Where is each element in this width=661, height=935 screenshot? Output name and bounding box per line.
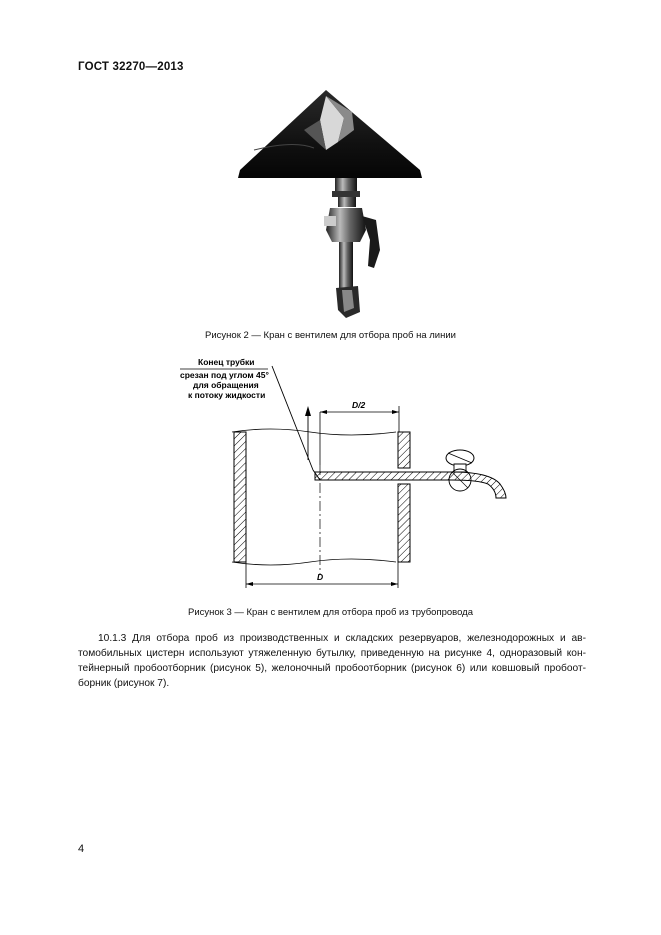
- valve-handle: [362, 216, 380, 268]
- figure-2-valve-photo: [234, 90, 429, 325]
- pipe-wall-right: [398, 432, 410, 562]
- valve-nut: [335, 178, 357, 192]
- paragraph-line: борник (рисунок 7).: [78, 678, 170, 689]
- paragraph-10-1-3: [78, 631, 586, 691]
- figure-3-caption: Рисунок 3 — Кран с вентилем для отбора проб из трубопровода: [187, 607, 473, 618]
- label-facing: для обращения: [193, 380, 259, 390]
- outlet-pipe: [339, 242, 353, 288]
- dim-half-diameter: D/2: [352, 400, 366, 410]
- pipe-wall-left: [234, 432, 246, 562]
- leader-line: [272, 366, 313, 470]
- label-flow: к потоку жидкости: [188, 390, 266, 400]
- dim-diameter: D: [317, 572, 324, 582]
- label-cut-angle: срезан под углом 45°: [180, 370, 269, 380]
- figure-3-drawing: [160, 350, 530, 600]
- figure-2-caption: Рисунок 2 — Кран с вентилем для отбора проб на линии: [205, 330, 456, 341]
- page-number: 4: [78, 843, 85, 855]
- label-pipe-end: Конец трубки: [198, 357, 255, 367]
- paragraph-line: 10.1.3 Для отбора проб из производственных и складских резервуаров, железнодорожных и ав-: [98, 633, 586, 644]
- document-header: ГОСТ 32270—2013: [78, 61, 184, 73]
- paragraph-line: тейнерный пробоотборник (рисунок 5), желоночный пробоотборник (рисунок 6) или ковшовый пробоот-: [78, 663, 586, 674]
- paragraph-line: томобильных цистерн используют утяжеленную бутылку, приведенную на рисунке 4, одноразовый кон-: [78, 648, 586, 659]
